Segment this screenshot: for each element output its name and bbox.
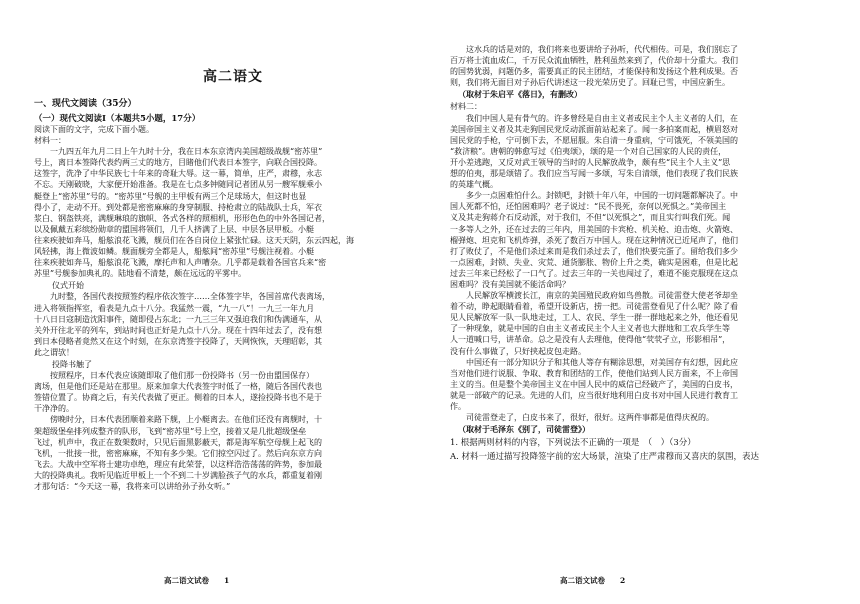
text-line: 人民解放军横渡长江，南京的美国殖民政府如鸟兽散。司徒雷登大使老爷却坐 [466, 291, 738, 301]
material1-body-3 [34, 370, 432, 414]
subheading-ceremony: 仪式开始 [52, 281, 84, 291]
material1-body [34, 146, 432, 279]
source-note: （取材于毛泽东《别了，司徒雷登》） [458, 424, 590, 435]
material2-body-5 [450, 412, 850, 423]
text-line: 风轻拂，海上微波如鳞。舰面舰旁全都是人，船舷间“密苏里”号舰注视着。小艇 [34, 247, 315, 257]
text-line: 美国帝国主义者及其走狗国民党反动派面前站起来了。闻一多拍案而起，横眉怒对 [450, 124, 738, 134]
text-line: 飞去。大战中空军将士建功卓绝，理应有此荣誉，以这样浩浩荡荡的阵势，参加最 [34, 459, 322, 469]
text-line: 关外开往北平的列车，到站时间也正好是九点十八分。现在十四年过去了，没有想 [34, 325, 322, 335]
text-line: 十八日日寇制造沈阳事件，随即侵占东北；一九三三年又强迫我们和伪满通车，从 [34, 314, 322, 324]
text-line: 离场，但是他们还是站在那里。原来加拿大代表签字时低了一格，随后各国代表也 [34, 382, 322, 392]
text-line: 的英雄气概。 [450, 180, 498, 190]
text-line: 百万将士流血成仁，千万民众流血牺牲，胜利虽然来到了，代价却十分重大。我们 [450, 56, 738, 66]
material1-body-2 [34, 291, 432, 358]
section-heading: 一、现代文阅读（35分） [34, 99, 137, 109]
text-line: 飞机，一批接一批，密密麻麻，不知有多少架。它们掠空闪过了。然后向东京方向 [34, 448, 322, 458]
text-line: 这水兵的话是对的，我们将来也要讲给子孙听，代代相传。可是，我们别忘了 [466, 45, 738, 54]
text-line: 开小差逃跑，又反对武王领导的当时的人民解放战争，颇有些“民主个人主义”思 [450, 157, 731, 167]
text-line: 签错位置了。协商之后，有关代表做了更正。侧着的日本人，遂捡投降书也不是于 [34, 393, 322, 403]
text-line: 国民党的手枪，宁可倒下去，不愿屈服。朱自清一身重病，宁可饿死，不领美国的 [450, 135, 738, 145]
text-line: 过去三年来已经松了一口气了。过去三年的一关也闯过了，难道不能克服现在这点 [450, 268, 738, 278]
page-left [34, 0, 432, 604]
text-line: 按照程序，日本代表应该随即取了他们那一份投降书（另一份由盟国保存） [50, 371, 314, 381]
text-line: 多少一点困难怕什么。封锁吧，封锁十年八年，中国的一切问题都解决了。中 [466, 191, 738, 201]
material1-ending [450, 44, 850, 88]
source-note: （取材于朱启平《落日》，有删改） [458, 89, 582, 100]
material1-body-4 [34, 414, 432, 492]
text-line: 困难吗？没有美国就不能活命吗？ [450, 279, 570, 289]
question-1: 1. 根据两则材料的内容，下列说法不正确的一项是 （ ）（3分） [450, 438, 696, 449]
material-label: 材料二： [450, 102, 482, 112]
text-line: 就是一部破产的记录。先进的人们，应当很好地利用白皮书对中国人民进行教育工 [450, 390, 738, 400]
text-line: 傍晚时分，日本代表团顺着来路下舰，上小艇离去。在他们还没有离舰时，十 [50, 415, 322, 425]
text-line: 浆白、钢盔铁亮，满舰琳琅的旗帜、各式各样的照相机，形形色色的中外各国记者， [34, 213, 330, 223]
text-line: 我们中国人是有骨气的。许多曾经是自由主义者或民主个人主义者的人们，在 [466, 113, 738, 123]
text-line: 一多等人之外，还在过去的三年内，用美国的卡宾枪、机关枪、迫击炮、火箭炮、 [450, 224, 738, 234]
page-right [450, 0, 850, 604]
text-line: 这签字，洗净了中华民族七十年来的奇耻大辱。这一幕，简单，庄严，肃穆，永志 [34, 169, 322, 179]
text-line: 着不动，睁起眼睛看着，希望开设新店，捞一把。司徒雷登看见了什么呢？除了看 [450, 302, 738, 312]
material2-body [450, 113, 850, 191]
text-line: 义及其走狗蒋介石反动派，对于我们，不但“以死惧之”，而且实行叫我们死。闻 [450, 213, 731, 223]
text-line: 大的投降典礼。我听见临近甲板上一个不到二十岁满脸孩子气的水兵，都重复着刚 [34, 470, 322, 480]
text-line: 到日本侵略者竟然又在这个时刻，在东京湾签字投降了，天网恢恢，天理昭彰，其 [34, 336, 322, 346]
text-line: 中国还有一部分知识分子和其他人等存有糊涂思想，对美国存有幻想，因此应 [466, 357, 738, 367]
material2-body-2 [450, 190, 850, 290]
text-line: 此之谓欤！ [34, 347, 74, 357]
text-line: 作。 [450, 402, 466, 411]
text-line: 进入将领指挥室，看表是九点十八分。我猛然一震，“九一八”！一九三一年九月 [34, 303, 315, 313]
material2-body-4 [450, 357, 850, 412]
text-line: 打了败仗了，不是他们杀过来而是我们杀过去了，他们快要完蛋了。留给我们多少 [450, 246, 738, 256]
text-line: 没有什么事做了，只好挟起皮包走路。 [450, 346, 586, 356]
text-line: 了一种现象，就是中国的自由主义者或民主个人主义者也大群地和工农兵学生等 [450, 324, 730, 334]
text-line: 的国势犹弱，问题仍多，需要真正的民主团结，才能保持和发扬这个胜利成果。否 [450, 67, 738, 77]
instruction: 阅读下面的文字，完成下面小题。 [34, 125, 154, 134]
page-footer: 高二语文试卷 2 [560, 576, 626, 585]
subheading-surrender: 投降书触了 [52, 359, 92, 369]
text-line: 往来疾驶如奔马，船舷浪花飞溅，舰员们在各自岗位上紧张忙碌。这天天阴，东云四起，海 [34, 235, 354, 245]
subsection-heading: （一）现代文阅读Ⅰ（本题共5小题，17分） [34, 114, 201, 124]
material-label: 材料一： [34, 136, 66, 146]
text-line: 人一道喊口号，讲革命。总之是没有人去理他，使得他“茕茕孑立，形影相吊”， [450, 335, 731, 345]
text-line: 一点困难，封锁、失业、灾荒、通货膨胀、物价上升之类，确实是困难，但是比起 [450, 257, 738, 267]
text-line: 干净净的。 [34, 404, 74, 414]
text-line: 号上，离日本签降代表约两三丈的地方，目睹他们代表日本签字，向联合国投降。 [34, 158, 322, 168]
text-line: 得小了，走动不开。到处都是密密麻麻的身穿制服、持枪肃立的陆战队士兵，军衣 [34, 202, 322, 212]
text-line: 想的伯夷，那是颂错了。我们应当写闻一多颂，写朱自清颂，他们表现了我们民族 [450, 169, 738, 179]
text-line: 见人民解放军一队一队地走过，工人、农民、学生一群一群地起来之外，他还看见 [450, 313, 738, 323]
text-line: 当对他们进行说服、争取、教育和团结的工作，使他们站到人民方面来，不上帝国 [450, 368, 738, 378]
page-footer: 高二语文试卷 1 [164, 576, 230, 585]
text-line: 艇登上“密苏里”号的。“密苏里”号舰的主甲板有两三个足球场大，但这时也显 [34, 191, 307, 201]
text-line: 苏里”号舰参加典礼的。陆地看不清楚，颇在远远的平雾中。 [34, 269, 247, 279]
text-line: 才那句话：“今天这一幕，我将来可以讲给孙子孙女听。” [34, 482, 231, 491]
text-line: 飞过，机声中，我正在数架数时，只见后面黑影蔽天，都是海军航空母舰上起飞的 [34, 437, 322, 447]
text-line: 主义的当。但是整个美帝国主义在中国人民中的威信已经破产了，美国的白皮书， [450, 379, 738, 389]
text-line: 往来疾驶如奔马，船舷浪花飞溅，摩托声和人声嘈杂。几乎都是载着各国官兵来“密 [34, 258, 327, 268]
text-line: 则，我们将无面目对子孙后代讲述这一段光荣历史了。回耻已雪，中国应新生。 [450, 78, 730, 88]
text-line: 九时整，各国代表按照签约程序依次签字……全体签字毕，各国首席代表离场， [50, 292, 330, 302]
text-line: 国人死都不怕，还怕困难吗？老子说过：“民不畏死，奈何以死惧之。”美帝国主 [450, 202, 727, 212]
material2-body-3 [450, 290, 850, 357]
text-line: “救济粮”。唐朝的韩愈写过《伯夷颂》，颂的是一个对自己国家的人民的责任， [450, 146, 727, 156]
option-a: A. 材料一通过描写投降签字前的宏大场景，渲染了庄严肃穆而又喜庆的氛围，表达 [450, 452, 760, 463]
text-line: 榴弹炮、坦克和飞机炸弹，杀死了数百万中国人。现在这种情况已近尾声了，他们 [450, 235, 738, 245]
text-line: 一九四五年九月二日上午九时十分，我在日本东京湾内美国超级战舰“密苏里” [50, 147, 323, 157]
text-line: 架超级堡垒排列成整齐的队形，飞到“密苏里”号上空，接着又是几批超级堡垒 [34, 426, 307, 436]
text-line: 司徒雷登走了，白皮书来了，很好，很好。这两件事都是值得庆祝的。 [466, 413, 714, 423]
exam-title: 高二语文 [203, 69, 263, 85]
text-line: 以及佩戴五彩缤纷勋章的盟国将领们，几千人挤满了上层、中层各层甲板。小艇 [34, 224, 314, 234]
text-line: 不忘。天刚破晓，大家便开始准备。我是在七点多钟随同记者团从另一艘军舰乘小 [34, 180, 322, 190]
